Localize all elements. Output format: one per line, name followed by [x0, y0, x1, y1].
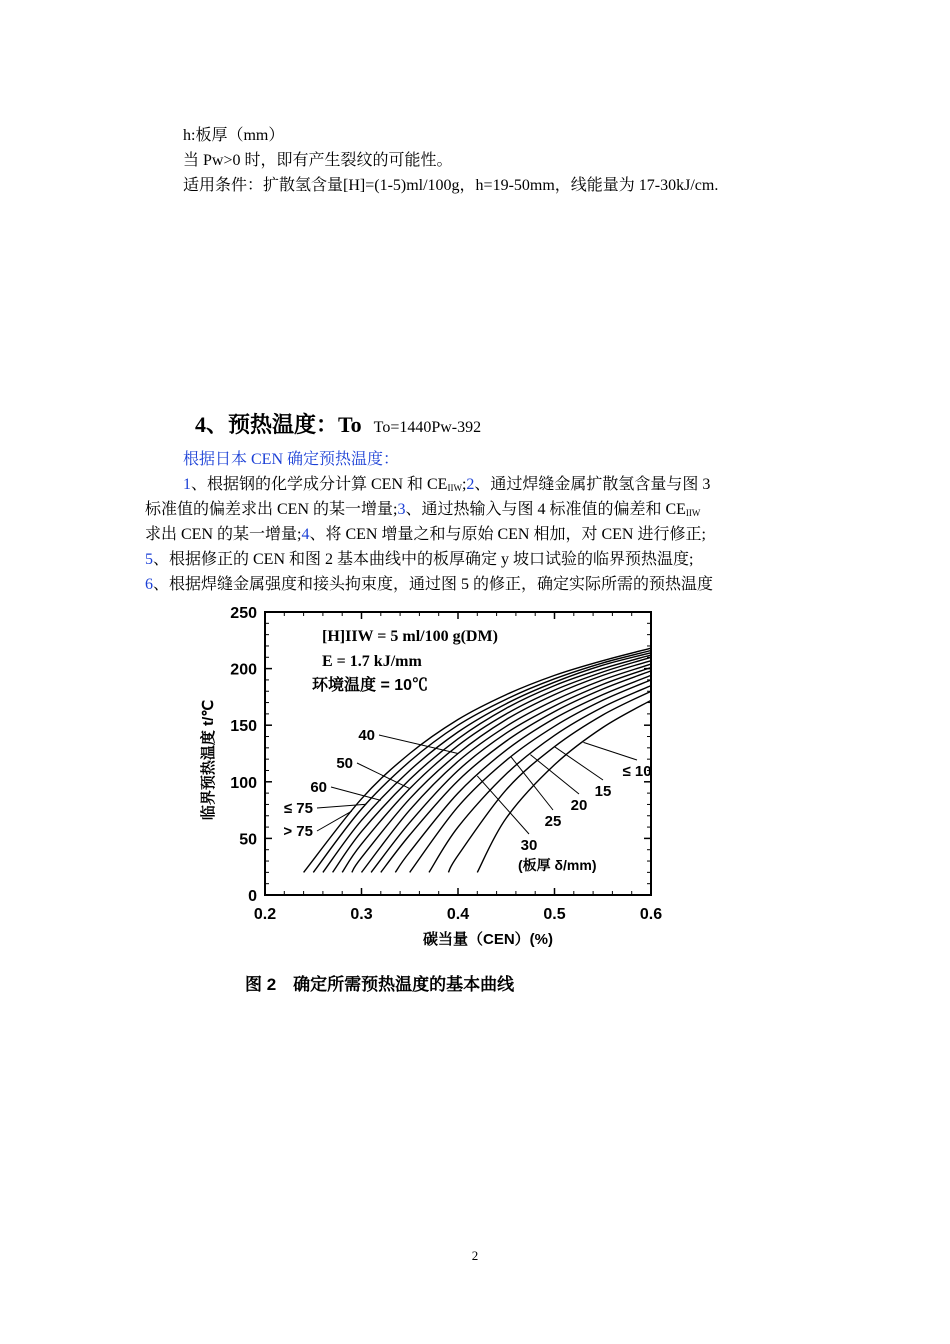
leader-line	[530, 755, 579, 794]
step-number-1: 1	[183, 476, 191, 493]
step-text-3b: 求出 CEN 的某一增量;	[145, 526, 302, 543]
annotation-ambient: 环境温度 = 10℃	[312, 677, 429, 694]
series-label: ≤ 10	[622, 763, 652, 780]
leader-line	[331, 787, 381, 800]
leader-line	[357, 763, 410, 789]
step-line-3	[145, 525, 706, 545]
step-text-2b: 标准值的偏差求出 CEN 的某一增量;	[145, 501, 398, 518]
series-label: 30	[520, 837, 538, 854]
step-text-1b: ;	[461, 476, 467, 493]
step-number-6: 6	[145, 576, 153, 593]
y-tick-label: 200	[230, 661, 257, 679]
preheat-chart	[185, 600, 675, 1000]
series-label: 25	[544, 813, 562, 830]
section-heading	[195, 408, 481, 439]
x-tick-label: 0.2	[253, 906, 277, 923]
step-sub-3: IIW	[685, 508, 701, 518]
y-tick-label: 250	[230, 605, 257, 622]
series-label: 15	[594, 783, 612, 800]
series-label: ≤ 75	[283, 800, 313, 817]
x-axis-label: 碳当量（CEN）(%)	[423, 931, 553, 948]
step-text-1a: 、根据钢的化学成分计算 CEN 和 CE	[191, 476, 448, 493]
x-tick-label: 0.3	[350, 906, 373, 923]
y-axis-label: 临界预热温度 t/℃	[200, 699, 217, 821]
series-curve	[477, 700, 651, 872]
text-line-conditions: 适用条件：扩散氢含量[H]=(1-5)ml/100g，h=19-50mm，线能量为 17-30kJ/cm.	[183, 177, 719, 194]
series-label: > 75	[283, 823, 313, 840]
y-tick-label: 100	[230, 774, 257, 792]
series-label: 40	[358, 727, 375, 744]
step-text-5: 、根据修正的 CEN 和图 2 基本曲线中的板厚确定 y 坡口试验的临界预热温度;	[153, 551, 694, 568]
y-tick-label: 50	[239, 831, 257, 849]
intro-line: 根据日本 CEN 确定预热温度：	[183, 451, 400, 468]
series-label: 60	[310, 779, 327, 796]
step-text-4: 、将 CEN 增量之和与原始 CEN 相加，对 CEN 进行修正;	[309, 526, 706, 543]
figure-caption: 图 2 确定所需预热温度的基本曲线	[245, 975, 515, 994]
annotation-heat-input: E = 1.7 kJ/mm	[322, 653, 422, 670]
step-text-2a: 、通过焊缝金属扩散氢含量与图 3	[474, 476, 711, 493]
step-text-3a: 、通过热输入与图 4 标准值的偏差和 CE	[405, 501, 686, 518]
step-text-6: 、根据焊缝金属强度和接头拘束度，通过图 5 的修正，确定实际所需的预热温度	[153, 576, 714, 593]
step-sub-1: IIW	[447, 483, 462, 493]
step-number-3: 3	[397, 501, 406, 518]
y-tick-label: 0	[248, 888, 257, 905]
text-line-thickness: h:板厚（mm）	[183, 127, 285, 144]
step-number-5: 5	[145, 551, 153, 568]
step-line-2	[145, 500, 700, 523]
x-tick-label: 0.6	[639, 906, 663, 923]
y-tick-label: 150	[230, 718, 257, 736]
page-number: 2	[471, 1248, 479, 1263]
leader-line	[477, 776, 529, 834]
thickness-note: (板厚 δ/mm)	[518, 857, 597, 873]
step-line-1	[183, 475, 710, 498]
x-tick-label: 0.5	[543, 906, 566, 923]
step-line-4	[145, 550, 693, 570]
series-curve	[381, 671, 651, 873]
leader-line	[379, 735, 458, 754]
text-line-crack-condition: 当 Pw>0 时，即有产生裂纹的可能性。	[183, 152, 453, 169]
heading-title: 4、预热温度：To	[195, 412, 362, 437]
step-number-2: 2	[466, 476, 475, 493]
leader-line	[317, 804, 366, 808]
x-tick-label: 0.4	[446, 906, 470, 923]
heading-formula: To=1440Pw-392	[373, 419, 482, 436]
series-label: 20	[570, 797, 588, 814]
series-label: 50	[336, 755, 353, 772]
step-line-5	[145, 575, 713, 595]
leader-line	[555, 747, 604, 780]
step-number-4: 4	[301, 526, 310, 543]
leader-line	[583, 742, 637, 760]
annotation-hydrogen: [H]IIW = 5 ml/100 g(DM)	[322, 628, 498, 645]
